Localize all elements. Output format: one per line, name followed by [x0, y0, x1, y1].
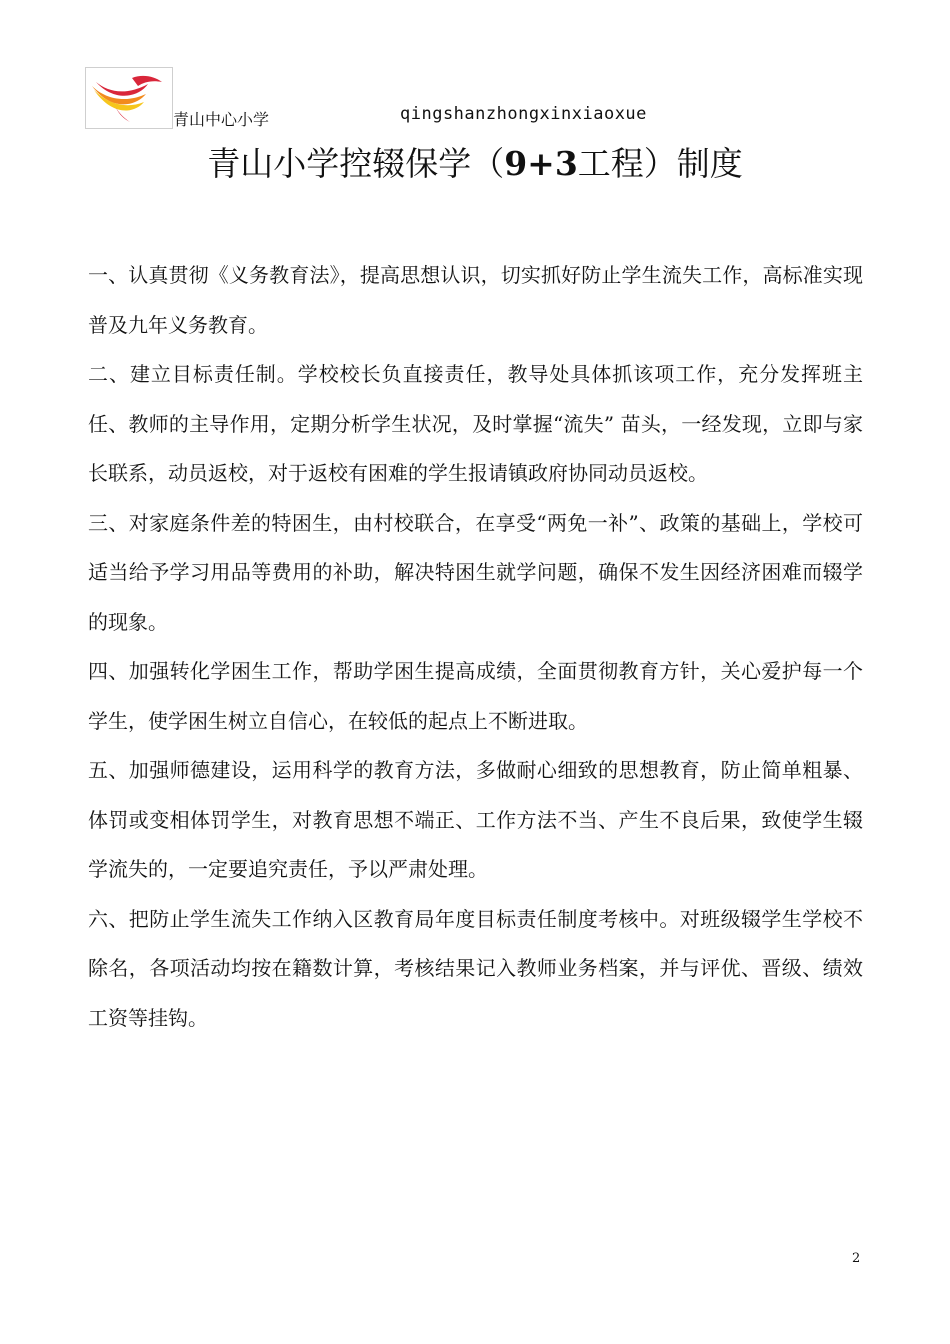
school-name: 青山中心小学	[173, 110, 270, 129]
school-logo	[85, 67, 173, 129]
paragraph-1: 一、认真贯彻《义务教育法》，提高思想认识，切实抓好防止学生流失工作，高标准实现普及九年义务教育。	[88, 263, 863, 337]
document-body	[88, 251, 863, 1043]
paragraph-5: 五、加强师德建设，运用科学的教育方法，多做耐心细致的思想教育，防止简单粗暴、体罚或变相体罚学生，对教育思想不端正、工作方法不当、产生不良后果，致使学生辍学流失的，一定要追究责任，予以严肃处理。	[88, 758, 863, 881]
document-title	[0, 142, 950, 186]
paragraph-6: 六、把防止学生流失工作纳入区教育局年度目标责任制度考核中。对班级辍学生学校不除名，各项活动均按在籍数计算，考核结果记入教师业务档案，并与评优、晋级、绩效工资等挂钩。	[88, 906, 863, 1030]
paragraph-4: 四、加强转化学困生工作，帮助学困生提高成绩，全面贯彻教育方针，关心爱护每一个学生，使学困生树立自信心，在较低的起点上不断进取。	[88, 659, 863, 733]
swoosh-logo-icon	[86, 68, 172, 128]
paragraph-2: 二、建立目标责任制。学校校长负直接责任，教导处具体抓该项工作，充分发挥班主任、教师的主导作用，定期分析学生状况，及时掌握“流失” 苗头，一经发现，立即与家长联系，动员返校，对于返校有困难的学生报请镇政府协同动员返校。	[88, 362, 863, 485]
title-part-2: 工程）制度	[577, 144, 743, 183]
school-name-pinyin: qingshanzhongxinxiaoxue	[400, 104, 647, 124]
title-part-bold: 9+3	[504, 144, 578, 183]
page-number: 2	[852, 1251, 861, 1266]
paragraph-3: 三、对家庭条件差的特困生，由村校联合，在享受“两免一补”、政策的基础上，学校可适当给予学习用品等费用的补助，解决特困生就学问题，确保不发生因经济困难而辍学的现象。	[88, 510, 863, 634]
title-part-1: 青山小学控辍保学（	[207, 144, 505, 183]
